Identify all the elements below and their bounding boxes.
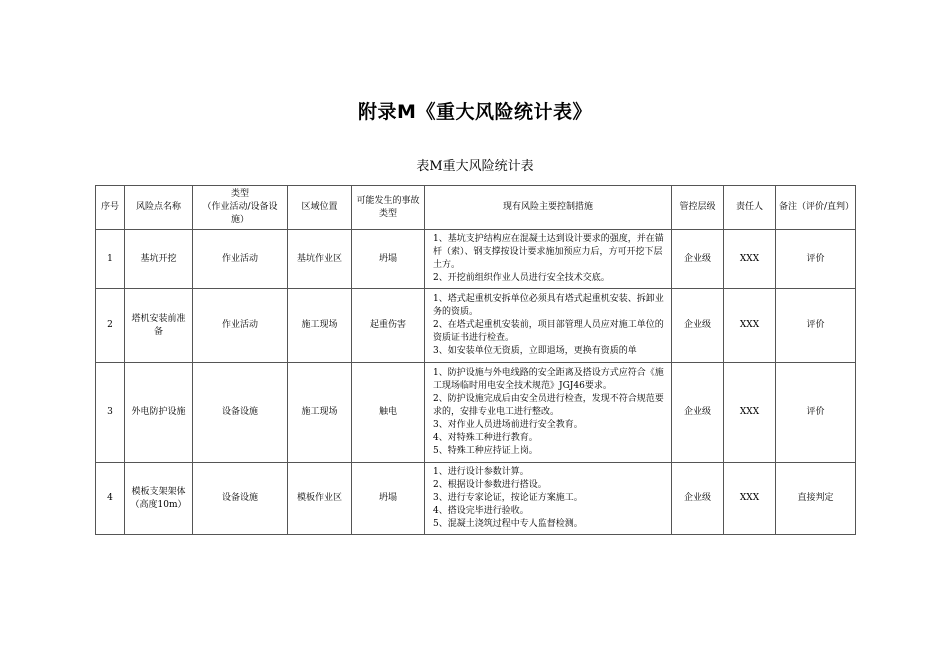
cell-control-measures <box>425 230 672 289</box>
cell-type: 设备设施 <box>193 463 288 535</box>
cell-responsible-person: XXX <box>724 230 776 289</box>
header-remark: 备注（评价/直判） <box>776 186 856 230</box>
cell-type: 作业活动 <box>193 230 288 289</box>
cell-control-level: 企业级 <box>672 463 724 535</box>
cell-accident-type: 坍塌 <box>352 230 425 289</box>
header-risk-point-name: 风险点名称 <box>125 186 193 230</box>
measure-line: 3、对作业人员进场前进行安全教育。 <box>433 420 583 430</box>
measure-line: 3、如安装单位无资质，立即退场，更换有资质的单 <box>433 346 637 356</box>
measure-line: 1、进行设计参数计算。 <box>433 467 529 477</box>
cell-accident-type: 坍塌 <box>352 463 425 535</box>
cell-seq: 4 <box>96 463 125 535</box>
cell-area: 施工现场 <box>288 289 352 363</box>
header-accident-type: 可能发生的事故类型 <box>352 186 425 230</box>
cell-remark: 评价 <box>776 289 856 363</box>
header-type: 类型 （作业活动/设备设施） <box>193 186 288 230</box>
header-area: 区域位置 <box>288 186 352 230</box>
cell-control-measures <box>425 463 672 535</box>
cell-area: 施工现场 <box>288 363 352 463</box>
cell-risk-point-name: 模板支架架体（高度10m） <box>125 463 193 535</box>
cell-control-level: 企业级 <box>672 363 724 463</box>
measure-line: 2、开挖前组织作业人员进行安全技术交底。 <box>433 273 610 283</box>
cell-control-measures <box>425 289 672 363</box>
measure-line: 1、塔式起重机安拆单位必须具有塔式起重机安装、拆卸业务的资质。 <box>433 294 664 317</box>
header-control-level: 管控层级 <box>672 186 724 230</box>
major-risk-table <box>95 185 856 535</box>
header-responsible-person: 责任人 <box>724 186 776 230</box>
cell-seq: 3 <box>96 363 125 463</box>
measure-line: 2、在塔式起重机安装前，项目部管理人员应对施工单位的资质证书进行检查。 <box>433 320 664 343</box>
cell-responsible-person: XXX <box>724 463 776 535</box>
cell-accident-type: 起重伤害 <box>352 289 425 363</box>
measure-line: 4、对特殊工种进行教育。 <box>433 433 538 443</box>
table-row <box>96 289 856 363</box>
cell-seq: 2 <box>96 289 125 363</box>
header-control-measures: 现有风险主要控制措施 <box>425 186 672 230</box>
document-title: 附录M《重大风险统计表》 <box>358 101 592 123</box>
cell-seq: 1 <box>96 230 125 289</box>
cell-control-level: 企业级 <box>672 289 724 363</box>
header-seq: 序号 <box>96 186 125 230</box>
table-caption: 表M重大风险统计表 <box>416 159 534 174</box>
measure-line: 1、基坑支护结构应在混凝土达到设计要求的强度，并在锚杆（索）、钢支撑按设计要求施加预应力后，方可开挖下层土方。 <box>433 234 664 270</box>
table-row <box>96 463 856 535</box>
table-row <box>96 230 856 289</box>
measure-line: 2、防护设施完成后由安全员进行检查，发现不符合规范要求的，安排专业电工进行整改。 <box>433 394 664 417</box>
measure-line: 5、特殊工种应持证上岗。 <box>433 446 538 456</box>
cell-area: 模板作业区 <box>288 463 352 535</box>
header-row <box>96 186 856 230</box>
cell-remark: 评价 <box>776 363 856 463</box>
measure-line: 4、搭设完毕进行验收。 <box>433 506 529 516</box>
cell-responsible-person: XXX <box>724 363 776 463</box>
cell-area: 基坑作业区 <box>288 230 352 289</box>
cell-risk-point-name: 塔机安装前准备 <box>125 289 193 363</box>
cell-risk-point-name: 基坑开挖 <box>125 230 193 289</box>
cell-remark: 评价 <box>776 230 856 289</box>
cell-control-level: 企业级 <box>672 230 724 289</box>
cell-remark: 直接判定 <box>776 463 856 535</box>
measure-line: 2、根据设计参数进行搭设。 <box>433 480 547 490</box>
cell-accident-type: 触电 <box>352 363 425 463</box>
cell-control-measures <box>425 363 672 463</box>
cell-risk-point-name: 外电防护设施 <box>125 363 193 463</box>
cell-responsible-person: XXX <box>724 289 776 363</box>
cell-type: 设备设施 <box>193 363 288 463</box>
table-row <box>96 363 856 463</box>
measure-line: 5、混凝土浇筑过程中专人监督检测。 <box>433 519 583 529</box>
measure-line: 1、防护设施与外电线路的安全距离及搭设方式应符合《施工现场临时用电安全技术规范》JGJ46要求。 <box>433 368 664 391</box>
cell-type: 作业活动 <box>193 289 288 363</box>
measure-line: 3、进行专家论证，按论证方案施工。 <box>433 493 583 503</box>
